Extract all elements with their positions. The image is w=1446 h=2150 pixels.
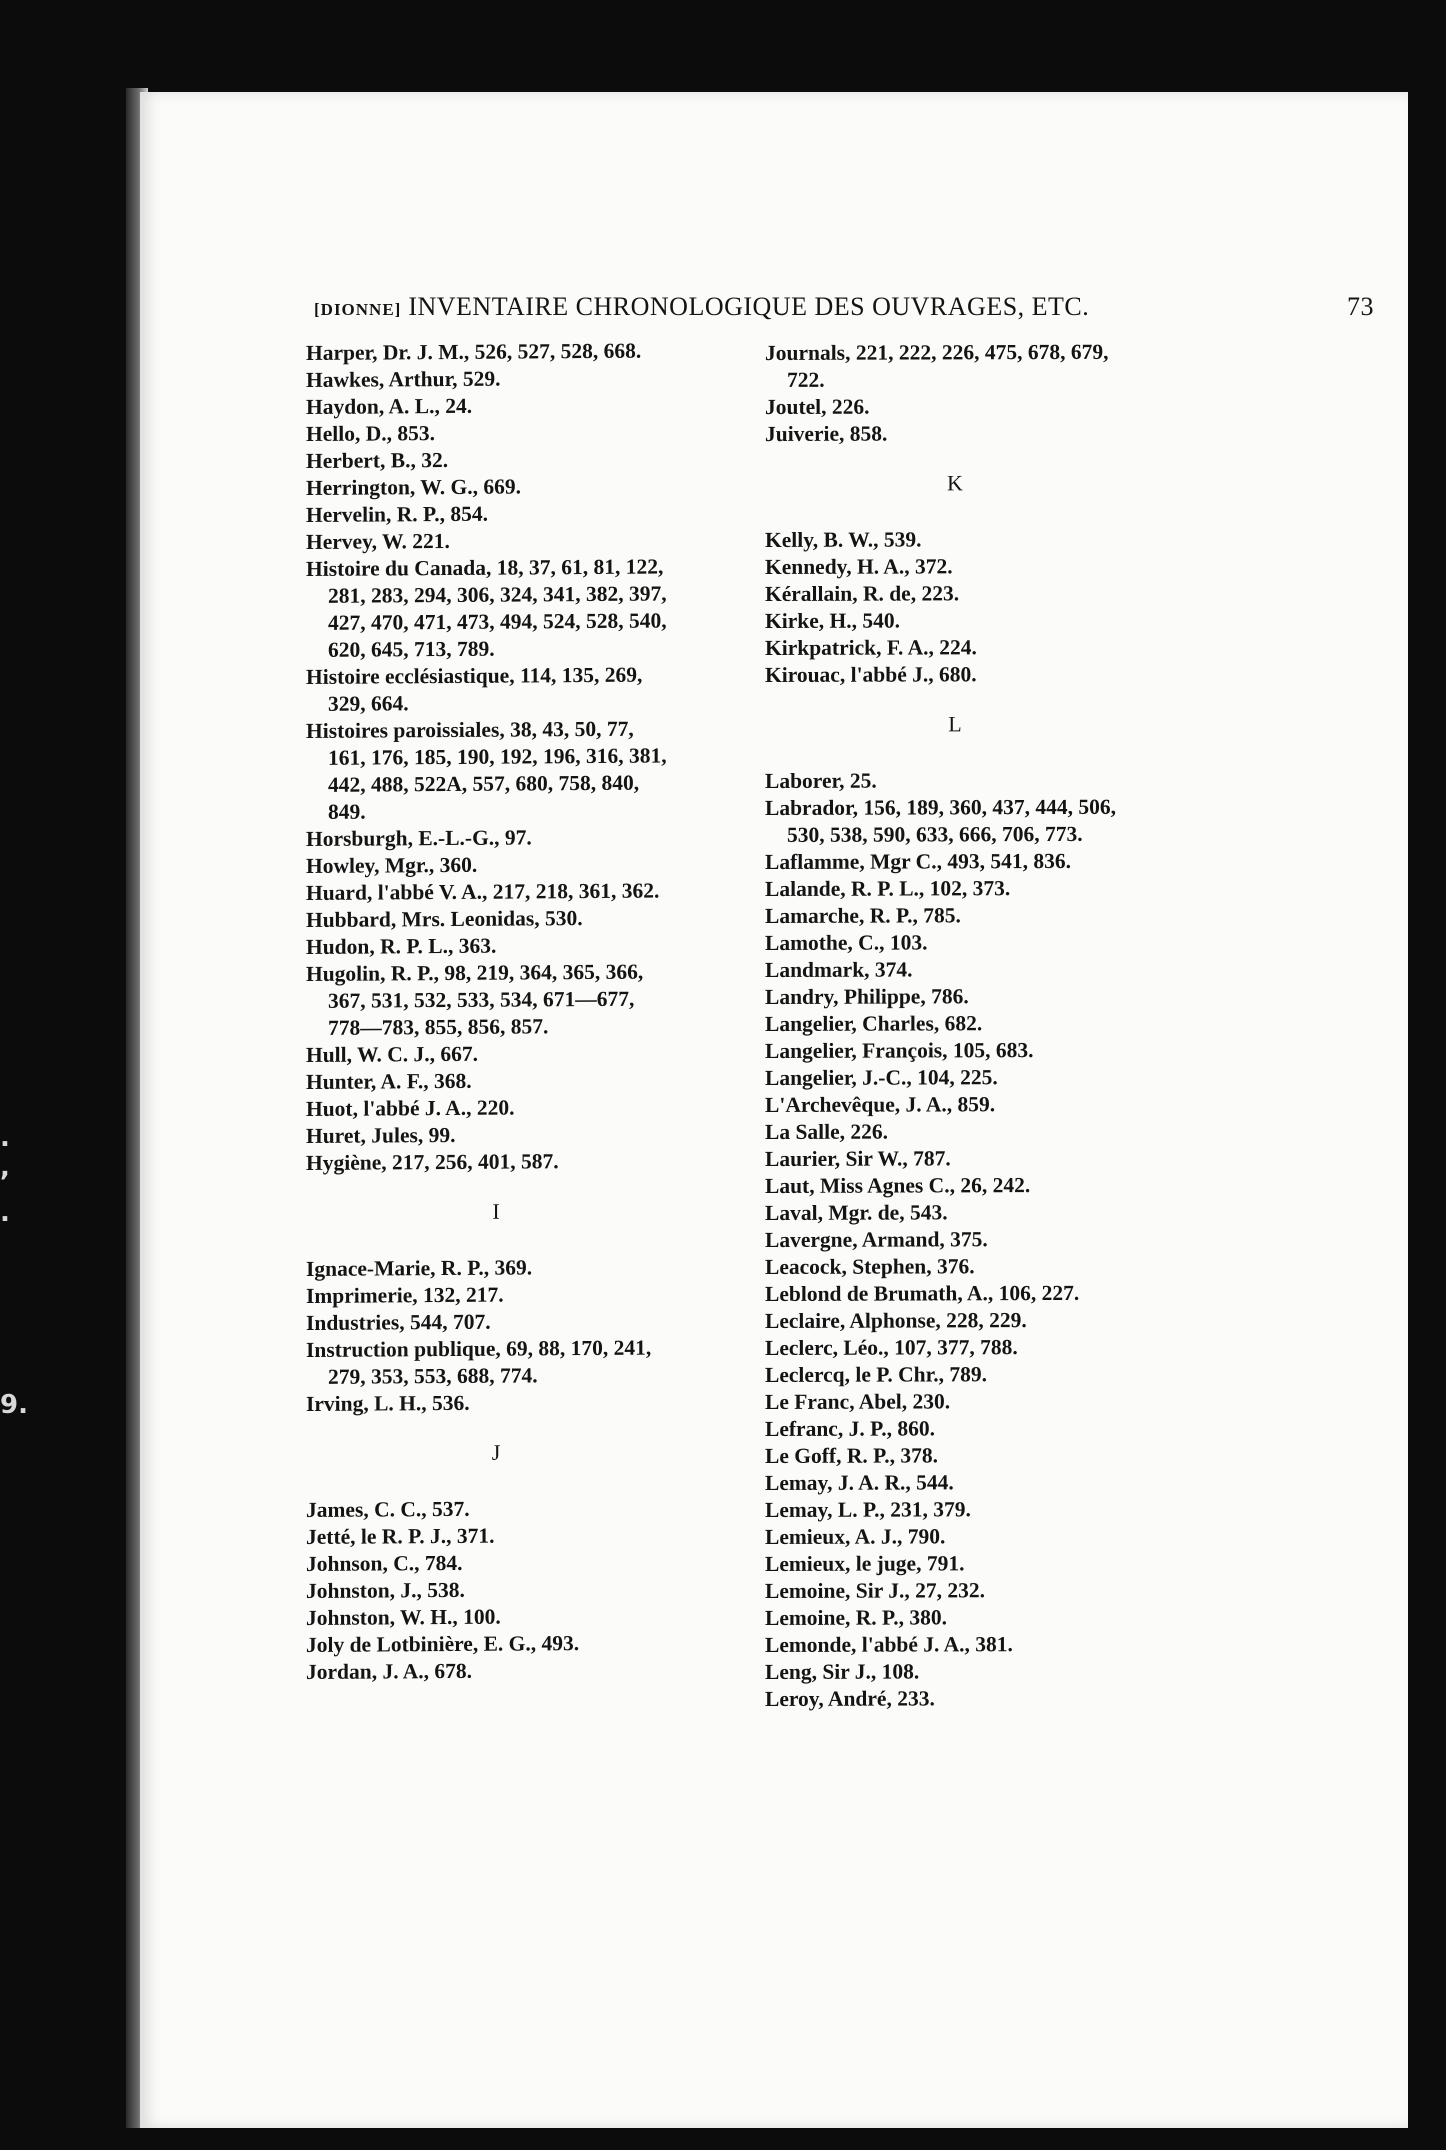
- index-entry-heading: Industries, 544, 707.: [306, 1309, 491, 1335]
- index-column-right: [765, 339, 1145, 1713]
- index-entry: [306, 1334, 686, 1391]
- index-entry-continuation: 281, 283, 294, 306, 324, 341, 382, 397,: [328, 581, 667, 608]
- index-entry: [765, 607, 1145, 635]
- index-entry-heading: Johnston, J., 538.: [306, 1577, 465, 1603]
- index-entry-heading: Lefranc, J. P., 860.: [765, 1416, 936, 1441]
- section-letter: L: [948, 711, 962, 737]
- index-entry-heading: Hervelin, R. P., 854.: [306, 501, 488, 527]
- index-entry-heading: Instruction publique, 69, 88, 170, 241,: [306, 1335, 652, 1362]
- index-entry: [765, 1550, 1145, 1578]
- index-entry-heading: Harper, Dr. J. M., 526, 527, 528, 668.: [306, 338, 642, 365]
- index-entry: [306, 391, 686, 421]
- index-entry-heading: Lamothe, C., 103.: [765, 930, 928, 955]
- index-entry: [306, 1307, 686, 1337]
- index-entry: [765, 1631, 1145, 1659]
- index-entry: [765, 580, 1145, 608]
- index-entry-heading: Johnson, C., 784.: [306, 1550, 463, 1576]
- index-entry: [765, 1091, 1145, 1119]
- index-entry-heading: Lemay, L. P., 231, 379.: [765, 1497, 971, 1522]
- left-page-edge-mark: 9.: [0, 1390, 28, 1420]
- index-entry: [765, 956, 1145, 984]
- index-entry: [306, 1120, 686, 1150]
- index-entry: [306, 1388, 686, 1418]
- index-entry-heading: Histoire ecclésiastique, 114, 135, 269,: [306, 662, 643, 689]
- index-entry-continuation: 427, 470, 471, 473, 494, 524, 528, 540,: [328, 608, 667, 635]
- index-entry-heading: Laut, Miss Agnes C., 26, 242.: [765, 1173, 1031, 1198]
- index-entry: [306, 1280, 686, 1310]
- running-head-author: [DIONNE]: [314, 300, 402, 319]
- index-entry-heading: Le Franc, Abel, 230.: [765, 1389, 951, 1414]
- index-entry: [765, 1172, 1145, 1200]
- index-entry-heading: Juiverie, 858.: [765, 421, 888, 446]
- index-entry-heading: Huret, Jules, 99.: [306, 1122, 456, 1148]
- index-entry-heading: Leclercq, le P. Chr., 789.: [765, 1362, 987, 1387]
- index-entry: [765, 634, 1145, 662]
- index-entry-heading: Kennedy, H. A., 372.: [765, 554, 953, 579]
- index-entry: [765, 902, 1145, 930]
- index-entry: [306, 526, 686, 556]
- index-entry: [306, 1575, 686, 1605]
- index-entry: [765, 848, 1145, 876]
- index-entry-heading: Lavergne, Armand, 375.: [765, 1227, 988, 1252]
- index-entry: [306, 1494, 686, 1524]
- index-entry-heading: L'Archevêque, J. A., 859.: [765, 1092, 996, 1117]
- index-entry-heading: Irving, L. H., 536.: [306, 1390, 470, 1416]
- index-entry-heading: Leclaire, Alphonse, 228, 229.: [765, 1308, 1027, 1333]
- index-entry: [765, 1469, 1145, 1497]
- index-entry-heading: Leroy, André, 233.: [765, 1686, 935, 1711]
- index-entry: [306, 1521, 686, 1551]
- index-entry-heading: Histoire du Canada, 18, 37, 61, 81, 122,: [306, 554, 664, 581]
- index-entry-heading: Laval, Mgr. de, 543.: [765, 1200, 948, 1225]
- index-entry: [306, 418, 686, 448]
- index-entry: [306, 1602, 686, 1632]
- index-entry: [306, 823, 686, 853]
- index-entry: [306, 958, 686, 1042]
- index-entry-heading: Huard, l'abbé V. A., 217, 218, 361, 362.: [306, 878, 660, 905]
- index-entry-heading: Laborer, 25.: [765, 768, 877, 793]
- index-entry-heading: Hygiène, 217, 256, 401, 587.: [306, 1149, 559, 1175]
- index-entry: [765, 875, 1145, 903]
- index-entry-heading: Jordan, J. A., 678.: [306, 1658, 473, 1684]
- index-entry: [306, 931, 686, 961]
- index-entry: [765, 1334, 1145, 1362]
- index-entry: [306, 850, 686, 880]
- index-entry-continuation: 442, 488, 522A, 557, 680, 758, 840,: [328, 770, 640, 797]
- index-entry: [306, 472, 686, 502]
- index-entry-heading: Kelly, B. W., 539.: [765, 527, 922, 552]
- section-letter: K: [947, 470, 963, 496]
- index-entry-continuation: 722.: [787, 367, 825, 392]
- index-entry: [765, 1685, 1145, 1713]
- index-entry: [765, 1604, 1145, 1632]
- index-entry: [765, 1118, 1145, 1146]
- index-entry: [306, 1656, 686, 1686]
- index-entry-heading: Kirke, H., 540.: [765, 608, 900, 633]
- index-entry: [765, 1280, 1145, 1308]
- index-entry-heading: Joutel, 226.: [765, 394, 870, 419]
- index-entry: [306, 904, 686, 934]
- index-entry: [765, 1658, 1145, 1686]
- index-entry: [765, 393, 1145, 421]
- index-entry-heading: Huot, l'abbé J. A., 220.: [306, 1095, 515, 1121]
- index-entry-heading: Leacock, Stephen, 376.: [765, 1254, 975, 1279]
- index-entry: [765, 1496, 1145, 1524]
- index-entry-heading: Hull, W. C. J., 667.: [306, 1041, 479, 1067]
- index-entry-heading: Lalande, R. P. L., 102, 373.: [765, 876, 1011, 901]
- index-entry: [306, 715, 686, 826]
- index-entry-heading: Laurier, Sir W., 787.: [765, 1146, 951, 1171]
- page-number: 73: [1347, 292, 1374, 321]
- index-entry-heading: Horsburgh, E.-L.-G., 97.: [306, 825, 532, 851]
- index-entry: [306, 445, 686, 475]
- index-entry: [765, 1388, 1145, 1416]
- index-entry: [306, 661, 686, 718]
- index-entry-heading: Kérallain, R. de, 223.: [765, 581, 960, 606]
- index-entry: [765, 767, 1145, 795]
- index-entry-heading: Laflamme, Mgr C., 493, 541, 836.: [765, 848, 1071, 874]
- index-entry: [765, 1226, 1145, 1254]
- index-entry: [306, 1548, 686, 1578]
- index-entry-heading: Langelier, J.-C., 104, 225.: [765, 1065, 998, 1090]
- index-entry-heading: Leng, Sir J., 108.: [765, 1659, 920, 1684]
- index-entry-heading: Herbert, B., 32.: [306, 448, 449, 473]
- index-entry-heading: Leblond de Brumath, A., 106, 227.: [765, 1280, 1080, 1306]
- index-entry: [765, 1442, 1145, 1470]
- section-letter: I: [492, 1198, 500, 1224]
- index-entry: [306, 337, 686, 367]
- index-entry: [306, 877, 686, 907]
- index-entry: [765, 1064, 1145, 1092]
- index-entry-heading: Lemay, J. A. R., 544.: [765, 1470, 954, 1495]
- index-entry: [306, 364, 686, 394]
- index-entry-heading: Hubbard, Mrs. Leonidas, 530.: [306, 906, 583, 932]
- index-entry-heading: La Salle, 226.: [765, 1119, 889, 1144]
- index-entry-heading: Lemoine, R. P., 380.: [765, 1605, 947, 1630]
- left-page-edge-mark: .: [0, 1198, 10, 1228]
- index-entry: [306, 499, 686, 529]
- index-entry-heading: Hugolin, R. P., 98, 219, 364, 365, 366,: [306, 959, 644, 986]
- index-entry-heading: Lemieux, A. J., 790.: [765, 1524, 946, 1549]
- index-entry: [306, 1253, 686, 1283]
- index-entry-heading: Hello, D., 853.: [306, 421, 435, 446]
- index-entry-heading: Langelier, François, 105, 683.: [765, 1038, 1034, 1063]
- index-entry-continuation: 530, 538, 590, 633, 666, 706, 773.: [787, 821, 1083, 847]
- index-entry-heading: Jetté, le R. P. J., 371.: [306, 1523, 495, 1549]
- section-letter: J: [491, 1439, 501, 1465]
- index-entry-continuation: 367, 531, 532, 533, 534, 671—677,: [328, 986, 635, 1013]
- index-entry-heading: Histoires paroissiales, 38, 43, 50, 77,: [306, 716, 634, 743]
- index-entry: [765, 1415, 1145, 1443]
- index-entry-heading: Hudon, R. P. L., 363.: [306, 933, 497, 959]
- index-entry: [765, 983, 1145, 1011]
- index-entry-heading: Ignace-Marie, R. P., 369.: [306, 1255, 533, 1281]
- index-entry-heading: Johnston, W. H., 100.: [306, 1604, 501, 1630]
- index-entry-heading: Hunter, A. F., 368.: [306, 1068, 472, 1094]
- index-entry: [765, 1523, 1145, 1551]
- index-entry-heading: Kirouac, l'abbé J., 680.: [765, 662, 977, 687]
- index-entry-heading: Hervey, W. 221.: [306, 528, 450, 554]
- index-entry: [306, 1039, 686, 1069]
- index-entry-heading: Haydon, A. L., 24.: [306, 393, 473, 419]
- index-entry-continuation: 161, 176, 185, 190, 192, 196, 316, 381,: [328, 743, 667, 770]
- index-entry-heading: Labrador, 156, 189, 360, 437, 444, 506,: [765, 794, 1116, 820]
- index-entry-heading: Joly de Lotbinière, E. G., 493.: [306, 1631, 580, 1657]
- index-entry: [765, 1361, 1145, 1389]
- index-entry-heading: Le Goff, R. P., 378.: [765, 1443, 938, 1468]
- index-entry: [765, 1145, 1145, 1173]
- index-entry: [306, 1093, 686, 1123]
- index-entry-heading: Imprimerie, 132, 217.: [306, 1282, 504, 1308]
- index-entry: [765, 553, 1145, 581]
- index-entry-heading: James, C. C., 537.: [306, 1496, 470, 1522]
- index-entry-continuation: 279, 353, 553, 688, 774.: [328, 1363, 538, 1389]
- index-entry: [765, 420, 1145, 448]
- index-entry: [306, 1066, 686, 1096]
- index-entry-heading: Herrington, W. G., 669.: [306, 474, 522, 500]
- index-entry: [765, 1199, 1145, 1227]
- index-entry-heading: Lemieux, le juge, 791.: [765, 1551, 965, 1576]
- index-entry-heading: Lamarche, R. P., 785.: [765, 903, 961, 928]
- index-entry: [765, 1307, 1145, 1335]
- running-head-title: INVENTAIRE CHRONOLOGIQUE DES OUVRAGES, ETC.: [408, 292, 1090, 321]
- index-entry-heading: Lemonde, l'abbé J. A., 381.: [765, 1632, 1013, 1657]
- index-entry-continuation: 778—783, 855, 856, 857.: [328, 1014, 549, 1040]
- index-entry: [306, 1147, 686, 1177]
- index-entry-heading: Hawkes, Arthur, 529.: [306, 366, 501, 392]
- index-entry: [765, 1010, 1145, 1038]
- left-page-edge-mark: .: [0, 1123, 10, 1153]
- index-entry: [765, 1037, 1145, 1065]
- index-entry: [765, 1577, 1145, 1605]
- index-entry: [765, 794, 1145, 849]
- left-page-edge-mark: ,: [0, 1153, 10, 1183]
- index-entry-continuation: 329, 664.: [328, 691, 409, 716]
- index-column-left: [306, 337, 686, 1686]
- index-entry-heading: Kirkpatrick, F. A., 224.: [765, 635, 977, 660]
- index-entry: [765, 661, 1145, 689]
- index-entry-heading: Landry, Philippe, 786.: [765, 984, 969, 1009]
- index-entry: [765, 929, 1145, 957]
- index-entry-heading: Howley, Mgr., 360.: [306, 852, 478, 878]
- index-entry-heading: Landmark, 374.: [765, 957, 913, 982]
- index-entry: [306, 553, 686, 664]
- running-head: [314, 292, 1374, 322]
- index-entry: [306, 1629, 686, 1659]
- index-entry-heading: Langelier, Charles, 682.: [765, 1011, 983, 1036]
- index-entry-heading: Leclerc, Léo., 107, 377, 788.: [765, 1335, 1018, 1360]
- index-entry: [765, 1253, 1145, 1281]
- index-entry-continuation: 849.: [328, 799, 366, 824]
- index-entry-heading: Journals, 221, 222, 226, 475, 678, 679,: [765, 339, 1109, 365]
- index-entry: [765, 526, 1145, 554]
- index-entry-continuation: 620, 645, 713, 789.: [328, 636, 495, 662]
- index-entry-heading: Lemoine, Sir J., 27, 232.: [765, 1578, 985, 1603]
- index-entry: [765, 339, 1145, 394]
